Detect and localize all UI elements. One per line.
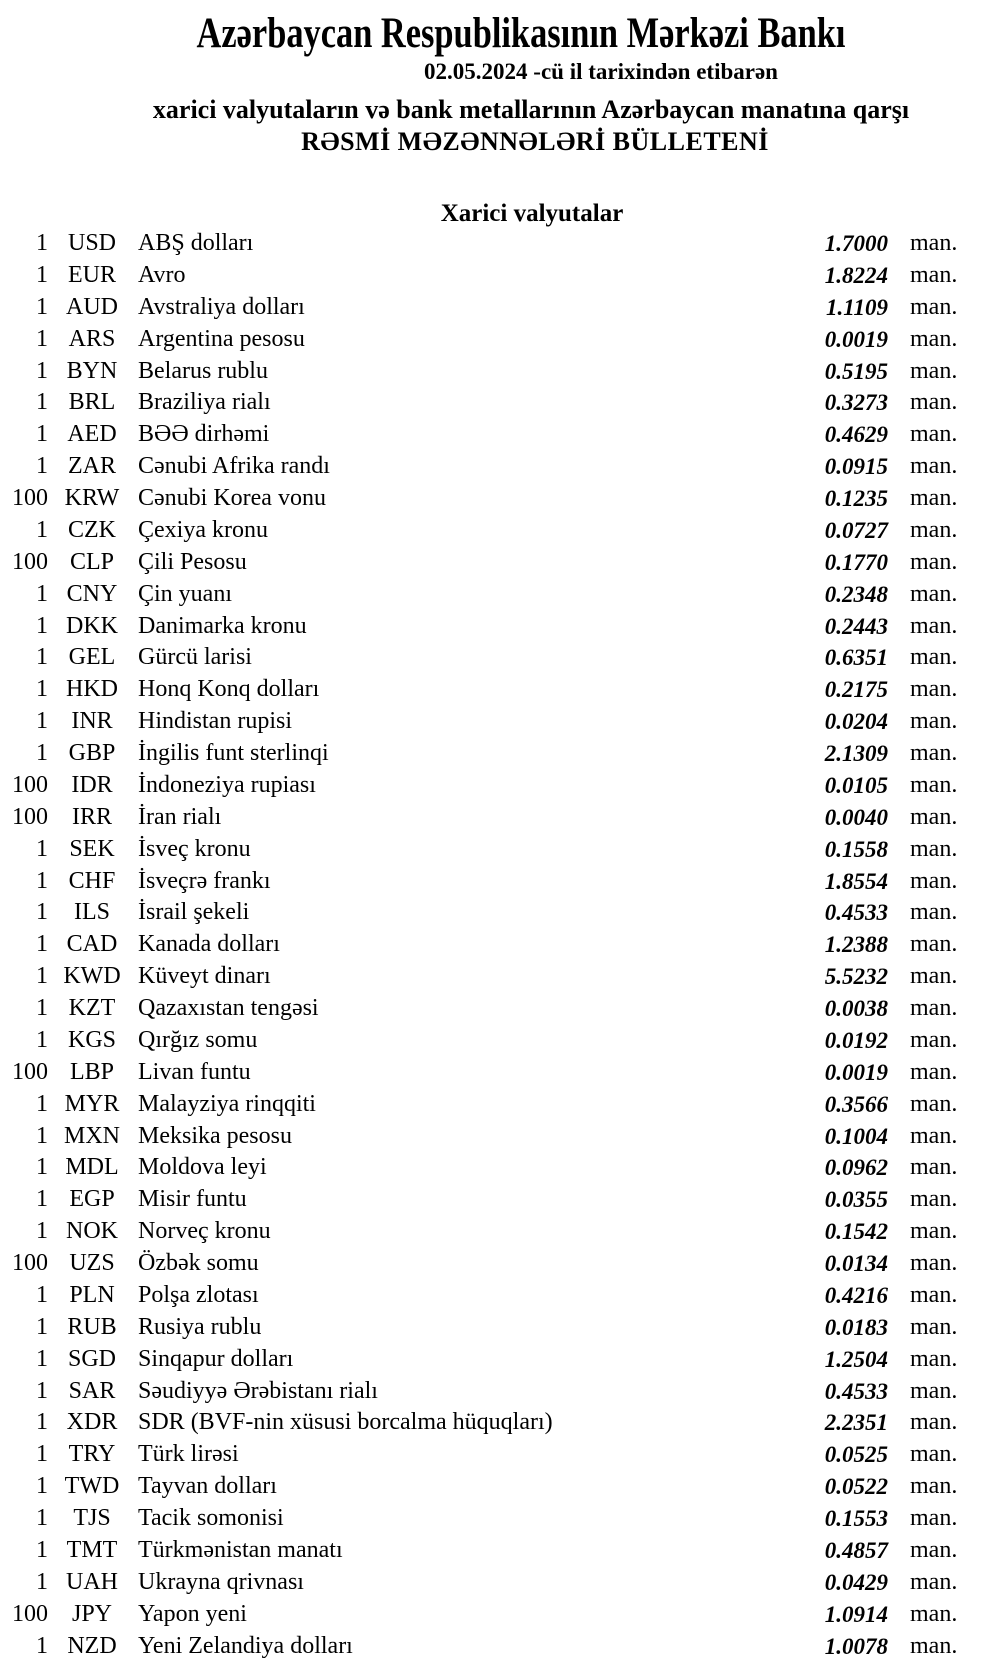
row-unit-label: man. — [910, 516, 958, 543]
row-unit-label: man. — [910, 1058, 958, 1085]
row-quantity: 1 — [36, 1536, 48, 1563]
row-rate: 0.1004 — [824, 1123, 888, 1149]
row-rate: 0.1542 — [824, 1219, 888, 1245]
row-rate: 0.2175 — [824, 677, 888, 703]
table-row — [0, 738, 1000, 770]
row-currency-name: Tayvan dolları — [138, 1473, 277, 1500]
row-unit-label: man. — [910, 771, 958, 798]
row-quantity: 1 — [36, 1090, 48, 1117]
bank-title: Azərbaycan Respublikasının Mərkəzi Bankı — [196, 10, 846, 57]
row-rate: 0.0915 — [824, 454, 888, 480]
row-currency-name: İsveç kronu — [138, 835, 251, 862]
row-currency-code: NZD — [67, 1632, 117, 1659]
row-unit-label: man. — [910, 740, 958, 766]
table-row — [0, 770, 1000, 802]
row-unit-label: man. — [910, 1154, 958, 1181]
table-row — [0, 1567, 1000, 1599]
table-row — [0, 866, 1000, 898]
row-unit-label: man. — [910, 421, 958, 448]
table-row — [0, 387, 1000, 419]
row-currency-code: USD — [67, 230, 116, 256]
row-currency-name: Özbək somu — [138, 1250, 259, 1276]
row-rate: 0.1770 — [824, 549, 888, 575]
row-quantity: 1 — [36, 293, 48, 320]
row-currency-name: Cənubi Afrika randı — [138, 453, 330, 480]
row-currency-code: CAD — [66, 931, 118, 958]
row-rate: 0.0192 — [824, 1027, 888, 1053]
row-currency-code: ARS — [68, 325, 116, 352]
row-quantity: 1 — [36, 995, 48, 1021]
row-rate: 0.0727 — [824, 517, 888, 543]
row-currency-name: Yapon yeni — [138, 1600, 247, 1627]
row-unit-label: man. — [910, 485, 958, 511]
row-quantity: 1 — [36, 1154, 48, 1181]
row-rate: 0.0522 — [824, 1474, 888, 1500]
row-rate: 1.2504 — [824, 1346, 888, 1372]
row-currency-code: EUR — [68, 261, 116, 288]
row-currency-code: NOK — [66, 1218, 118, 1245]
row-rate: 2.1309 — [824, 741, 888, 766]
row-currency-name: Belarus rublu — [138, 357, 268, 384]
row-rate: 0.4533 — [824, 900, 888, 926]
row-rate: 0.1553 — [824, 1506, 888, 1531]
table-row — [0, 1471, 1000, 1503]
row-currency-code: TWD — [64, 1473, 120, 1500]
row-currency-code: CZK — [68, 516, 116, 543]
row-quantity: 100 — [12, 548, 48, 575]
row-rate: 0.0183 — [824, 1314, 888, 1340]
row-currency-name: Norveç kronu — [138, 1218, 271, 1245]
row-rate: 0.5195 — [824, 358, 888, 384]
row-rate: 0.4857 — [824, 1537, 888, 1563]
row-unit-label: man. — [910, 1600, 958, 1627]
table-row — [0, 260, 1000, 292]
table-row — [0, 419, 1000, 451]
row-currency-name: Honq Konq dolları — [138, 676, 320, 703]
row-currency-name: Polşa zlotası — [138, 1281, 259, 1308]
row-currency-name: Rusiya rublu — [138, 1313, 262, 1340]
row-quantity: 1 — [36, 516, 48, 543]
row-currency-name: Küveyt dinarı — [138, 963, 271, 990]
row-unit-label: man. — [910, 835, 958, 862]
row-unit-label: man. — [910, 1505, 958, 1531]
row-rate: 1.7000 — [824, 231, 888, 256]
row-currency-name: Çili Pesosu — [138, 548, 247, 575]
row-rate: 1.0078 — [824, 1633, 888, 1659]
row-unit-label: man. — [910, 1473, 958, 1500]
row-currency-name: Çin yuanı — [138, 580, 232, 607]
row-quantity: 100 — [12, 1600, 48, 1627]
row-unit-label: man. — [910, 708, 958, 735]
table-row — [0, 292, 1000, 324]
row-currency-code: UAH — [66, 1568, 118, 1595]
row-unit-label: man. — [910, 453, 958, 480]
table-row — [0, 1439, 1000, 1471]
row-quantity: 1 — [36, 230, 48, 256]
row-quantity: 1 — [36, 357, 48, 384]
row-rate: 0.0019 — [824, 1059, 888, 1085]
table-row — [0, 1407, 1000, 1439]
row-quantity: 1 — [36, 325, 48, 352]
row-currency-code: AUD — [66, 293, 118, 320]
row-rate: 0.2443 — [824, 613, 888, 639]
row-unit-label: man. — [910, 931, 958, 958]
row-currency-name: İsrail şekeli — [138, 899, 250, 926]
row-currency-code: IRR — [71, 803, 112, 830]
row-quantity: 1 — [36, 899, 48, 926]
row-currency-code: SAR — [68, 1377, 116, 1404]
table-row — [0, 1535, 1000, 1567]
table-row — [0, 324, 1000, 356]
row-currency-name: Ukrayna qrivnası — [138, 1568, 304, 1595]
row-rate: 0.0038 — [824, 996, 888, 1021]
row-currency-name: İndoneziya rupiası — [138, 771, 316, 798]
table-row — [0, 579, 1000, 611]
row-currency-code: KRW — [64, 485, 120, 511]
row-currency-name: ABŞ dolları — [138, 230, 254, 256]
row-currency-code: HKD — [66, 676, 118, 703]
row-currency-code: CNY — [66, 580, 118, 607]
row-currency-name: BƏƏ dirhəmi — [138, 421, 270, 448]
row-rate: 1.2388 — [824, 932, 888, 958]
row-currency-code: BYN — [66, 357, 118, 384]
row-currency-code: IDR — [71, 771, 113, 798]
row-currency-name: Malayziya rinqqiti — [138, 1090, 316, 1117]
row-quantity: 1 — [36, 389, 48, 416]
section-title-foreign-currencies: Xarici valyutalar — [440, 200, 624, 227]
row-currency-name: Danimarka kronu — [138, 612, 307, 639]
table-row — [0, 929, 1000, 961]
row-currency-name: Livan funtu — [138, 1058, 251, 1085]
row-rate: 0.0355 — [824, 1187, 888, 1213]
row-quantity: 1 — [36, 1281, 48, 1308]
row-unit-label: man. — [910, 325, 958, 352]
row-unit-label: man. — [910, 580, 958, 607]
table-row — [0, 1089, 1000, 1121]
row-currency-name: İsveçrə frankı — [138, 867, 271, 894]
row-rate: 0.0105 — [824, 772, 888, 798]
row-quantity: 1 — [36, 1345, 48, 1372]
row-rate: 0.0525 — [824, 1442, 888, 1468]
row-unit-label: man. — [910, 803, 958, 830]
row-rate: 0.0429 — [824, 1569, 888, 1595]
bulletin-title: RƏSMİ MƏZƏNNƏLƏRİ BÜLLETENİ — [301, 127, 769, 156]
row-currency-code: GEL — [68, 644, 116, 671]
row-rate: 5.5232 — [824, 964, 888, 990]
row-unit-label: man. — [910, 357, 958, 384]
table-row — [0, 802, 1000, 834]
table-row — [0, 834, 1000, 866]
table-row — [0, 483, 1000, 515]
row-quantity: 1 — [36, 1473, 48, 1500]
row-currency-code: SEK — [69, 835, 115, 862]
table-row — [0, 515, 1000, 547]
row-currency-name: Cənubi Korea vonu — [138, 485, 326, 511]
table-row — [0, 451, 1000, 483]
table-row — [0, 961, 1000, 993]
effective-date-line: 02.05.2024 -cü il tarixindən etibarən — [424, 59, 778, 84]
table-row — [0, 611, 1000, 643]
row-unit-label: man. — [910, 1281, 958, 1308]
rates-table — [0, 228, 1000, 1662]
row-rate: 0.0134 — [824, 1251, 888, 1276]
row-quantity: 1 — [36, 835, 48, 862]
row-unit-label: man. — [910, 230, 958, 256]
row-rate: 0.4629 — [824, 422, 888, 448]
row-quantity: 100 — [12, 803, 48, 830]
row-quantity: 1 — [36, 1568, 48, 1595]
table-row — [0, 642, 1000, 674]
row-unit-label: man. — [910, 676, 958, 703]
row-quantity: 1 — [36, 1313, 48, 1340]
table-row — [0, 356, 1000, 388]
row-currency-code: MXN — [63, 1122, 120, 1149]
row-currency-name: Meksika pesosu — [138, 1122, 292, 1149]
row-rate: 1.0914 — [824, 1601, 888, 1627]
row-rate: 1.1109 — [826, 294, 888, 320]
row-quantity: 1 — [36, 1122, 48, 1149]
row-quantity: 1 — [36, 1186, 48, 1213]
row-currency-code: PLN — [69, 1281, 115, 1308]
table-row — [0, 1503, 1000, 1535]
row-currency-code: JPY — [71, 1600, 113, 1627]
table-row — [0, 706, 1000, 738]
row-unit-label: man. — [910, 1441, 958, 1468]
row-unit-label: man. — [910, 1536, 958, 1563]
row-quantity: 1 — [36, 931, 48, 958]
row-currency-name: Çexiya kronu — [138, 516, 268, 543]
row-rate: 0.4533 — [824, 1378, 888, 1404]
row-quantity: 100 — [12, 771, 48, 798]
row-rate: 0.0040 — [824, 804, 888, 830]
table-row — [0, 1312, 1000, 1344]
table-row — [0, 993, 1000, 1025]
row-unit-label: man. — [910, 612, 958, 639]
table-row — [0, 1121, 1000, 1153]
row-quantity: 1 — [36, 1409, 48, 1436]
row-quantity: 100 — [12, 1058, 48, 1085]
row-quantity: 100 — [12, 1250, 48, 1276]
bulletin-subtitle: xarici valyutaların və bank metallarının Azərbaycan manatına qarşı — [152, 95, 910, 124]
row-quantity: 1 — [36, 1505, 48, 1531]
row-rate: 0.3566 — [824, 1091, 888, 1117]
table-row — [0, 1280, 1000, 1312]
row-unit-label: man. — [910, 261, 958, 288]
row-rate: 2.2351 — [824, 1410, 888, 1436]
table-row — [0, 228, 1000, 260]
table-row — [0, 1248, 1000, 1280]
row-unit-label: man. — [910, 293, 958, 320]
row-unit-label: man. — [910, 1345, 958, 1372]
row-currency-code: ZAR — [68, 453, 116, 480]
row-rate: 0.6351 — [824, 645, 888, 671]
row-rate: 1.8554 — [824, 868, 888, 894]
table-row — [0, 1599, 1000, 1631]
row-unit-label: man. — [910, 899, 958, 926]
table-row — [0, 547, 1000, 579]
row-unit-label: man. — [910, 1090, 958, 1117]
row-currency-code: SGD — [67, 1345, 116, 1372]
row-currency-code: LBP — [69, 1058, 114, 1085]
row-unit-label: man. — [910, 963, 958, 990]
row-unit-label: man. — [910, 1568, 958, 1595]
row-currency-name: Avstraliya dolları — [138, 293, 305, 320]
row-unit-label: man. — [910, 548, 958, 575]
row-currency-code: AED — [67, 421, 117, 448]
row-unit-label: man. — [910, 867, 958, 894]
row-currency-name: Gürcü larisi — [138, 644, 252, 671]
row-currency-code: KZT — [68, 995, 116, 1021]
row-unit-label: man. — [910, 389, 958, 416]
row-rate: 0.1558 — [824, 836, 888, 862]
row-currency-name: İran rialı — [138, 803, 222, 830]
row-quantity: 1 — [36, 453, 48, 480]
row-unit-label: man. — [910, 1250, 958, 1276]
row-quantity: 1 — [36, 580, 48, 607]
row-currency-name: Braziliya rialı — [138, 389, 271, 416]
row-quantity: 1 — [36, 261, 48, 288]
table-row — [0, 1025, 1000, 1057]
row-currency-code: MYR — [64, 1090, 120, 1117]
row-currency-name: Kanada dolları — [138, 931, 280, 958]
row-unit-label: man. — [910, 1377, 958, 1404]
row-currency-code: KGS — [67, 1026, 116, 1053]
row-unit-label: man. — [910, 1218, 958, 1245]
row-currency-code: EGP — [69, 1186, 115, 1213]
row-quantity: 1 — [36, 421, 48, 448]
row-unit-label: man. — [910, 644, 958, 671]
row-currency-code: XDR — [66, 1409, 118, 1436]
row-rate: 0.4216 — [824, 1282, 888, 1308]
row-rate: 0.2348 — [824, 581, 888, 607]
row-quantity: 1 — [36, 963, 48, 990]
row-rate: 0.0204 — [824, 709, 888, 735]
row-unit-label: man. — [910, 1026, 958, 1053]
row-rate: 0.3273 — [824, 390, 888, 416]
row-currency-name: İngilis funt sterlinqi — [138, 740, 329, 766]
row-rate: 0.0962 — [824, 1155, 888, 1181]
row-unit-label: man. — [910, 1186, 958, 1213]
row-quantity: 1 — [36, 740, 48, 766]
row-currency-name: SDR (BVF-nin xüsusi borcalma hüquqları) — [138, 1409, 553, 1436]
row-currency-code: GBP — [68, 740, 116, 766]
row-unit-label: man. — [910, 1122, 958, 1149]
table-row — [0, 1152, 1000, 1184]
row-quantity: 1 — [36, 1026, 48, 1053]
table-row — [0, 897, 1000, 929]
row-currency-name: Misir funtu — [138, 1186, 247, 1213]
row-currency-name: Türkmənistan manatı — [138, 1536, 343, 1563]
row-unit-label: man. — [910, 1313, 958, 1340]
row-currency-code: MDL — [65, 1154, 119, 1181]
row-currency-name: Yeni Zelandiya dolları — [138, 1632, 353, 1659]
table-row — [0, 1344, 1000, 1376]
row-currency-name: Avro — [138, 261, 186, 288]
row-currency-name: Tacik somonisi — [138, 1505, 284, 1531]
table-row — [0, 1216, 1000, 1248]
row-quantity: 1 — [36, 1441, 48, 1468]
table-row — [0, 1184, 1000, 1216]
table-row — [0, 674, 1000, 706]
row-rate: 1.8224 — [824, 262, 888, 288]
row-currency-name: Sinqapur dolları — [138, 1345, 294, 1372]
row-currency-code: UZS — [69, 1250, 115, 1276]
row-currency-code: TRY — [68, 1441, 116, 1468]
row-currency-code: CLP — [69, 548, 114, 575]
row-currency-name: Qırğız somu — [138, 1026, 258, 1053]
row-rate: 0.1235 — [824, 486, 888, 511]
row-unit-label: man. — [910, 1632, 958, 1659]
row-currency-code: RUB — [67, 1313, 117, 1340]
table-row — [0, 1376, 1000, 1408]
row-quantity: 1 — [36, 1377, 48, 1404]
row-currency-code: INR — [71, 708, 113, 735]
row-currency-code: BRL — [68, 389, 116, 416]
row-quantity: 1 — [36, 867, 48, 894]
row-currency-code: TMT — [66, 1536, 118, 1563]
row-quantity: 1 — [36, 1632, 48, 1659]
row-currency-name: Argentina pesosu — [138, 325, 305, 352]
row-quantity: 1 — [36, 612, 48, 639]
row-quantity: 1 — [36, 708, 48, 735]
row-quantity: 1 — [36, 644, 48, 671]
row-unit-label: man. — [910, 1409, 958, 1436]
row-quantity: 1 — [36, 676, 48, 703]
row-currency-code: CHF — [68, 867, 116, 894]
row-currency-name: Moldova leyi — [138, 1154, 267, 1181]
row-currency-code: ILS — [74, 899, 110, 926]
row-currency-code: DKK — [66, 612, 118, 639]
row-rate: 0.0019 — [824, 326, 888, 352]
row-currency-name: Hindistan rupisi — [138, 708, 292, 735]
table-row — [0, 1631, 1000, 1663]
row-quantity: 1 — [36, 1218, 48, 1245]
row-currency-name: Səudiyyə Ərəbistanı rialı — [138, 1377, 378, 1404]
row-unit-label: man. — [910, 995, 958, 1021]
row-currency-name: Qazaxıstan tengəsi — [138, 995, 319, 1021]
row-currency-name: Türk lirəsi — [138, 1441, 239, 1468]
row-currency-code: TJS — [73, 1505, 111, 1531]
table-row — [0, 1057, 1000, 1089]
row-quantity: 100 — [12, 485, 48, 511]
row-currency-code: KWD — [63, 963, 121, 990]
